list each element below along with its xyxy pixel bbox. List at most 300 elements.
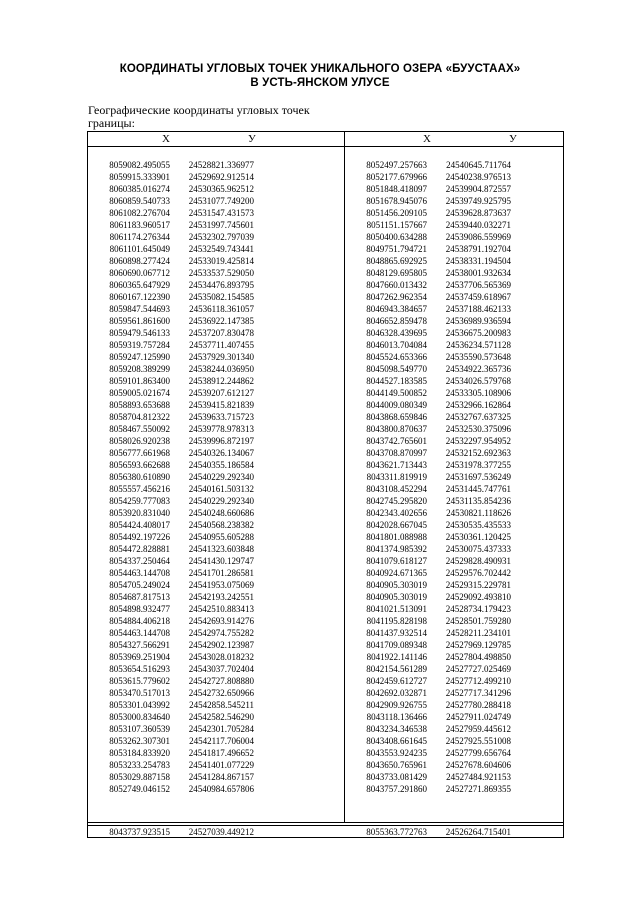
coord-x: 8043868.659846	[366, 412, 427, 422]
coord-y: 24532549.743441	[188, 244, 254, 254]
table-row	[88, 759, 254, 771]
coord-y: 24531135.854236	[446, 496, 511, 506]
table-row	[88, 339, 254, 351]
coord-x: 8043234.346538	[366, 724, 427, 734]
coord-x: 8041437.932514	[366, 628, 427, 638]
title-line-1: КООРДИНАТЫ УГЛОВЫХ ТОЧЕК УНИКАЛЬНОГО ОЗЕРА «БУУСТААХ»	[119, 63, 521, 75]
table-row	[345, 567, 511, 579]
coord-x: 8042154.561289	[366, 664, 427, 674]
footer-row-left	[88, 826, 254, 838]
coord-y: 24531697.536249	[445, 472, 511, 482]
coord-x: 8059082.495055	[109, 160, 170, 170]
header-left-y: У	[248, 133, 256, 145]
coord-y: 24539996.872197	[188, 436, 254, 446]
coord-y: 24534922.365736	[445, 364, 511, 374]
coord-y: 24527959.445612	[445, 724, 511, 734]
coord-y: 24531978.377255	[445, 460, 511, 470]
coord-x: 8042692.032871	[366, 688, 427, 698]
coord-y: 24543037.702404	[188, 664, 254, 674]
coord-y: 24535082.154585	[188, 292, 254, 302]
table-row	[88, 183, 254, 195]
table-row	[345, 771, 511, 783]
coord-y: 24538244.036950	[188, 364, 254, 374]
table-row	[88, 591, 254, 603]
coord-y: 24543028.018232	[188, 652, 254, 662]
coord-y: 24534476.893795	[188, 280, 254, 290]
table-row	[345, 159, 511, 171]
table-row	[345, 471, 511, 483]
table-row	[345, 231, 511, 243]
coord-x: 8043311.819919	[366, 472, 427, 482]
coord-x: 8058467.550092	[109, 424, 170, 434]
coord-y: 24527925.551008	[445, 736, 511, 746]
table-row	[345, 243, 511, 255]
coord-y: 24530535.435533	[445, 520, 511, 530]
coord-x: 8052749.046152	[109, 784, 170, 794]
table-row	[88, 207, 254, 219]
table-row	[345, 435, 511, 447]
subtitle-line-1: Географические координаты угловых точек	[88, 103, 310, 117]
coord-x: 8041801.088988	[366, 532, 427, 542]
coord-x: 8043742.765601	[366, 436, 427, 446]
coord-x: 8054705.249024	[109, 580, 170, 590]
coord-y: 24533537.529050	[188, 268, 254, 278]
coord-x: 8060898.277424	[109, 256, 170, 266]
coord-y: 24539415.821839	[188, 400, 254, 410]
coord-y: 24540645.711764	[446, 160, 511, 170]
coord-x: 8053654.516293	[109, 664, 170, 674]
table-row	[345, 255, 511, 267]
table-row	[88, 327, 254, 339]
table-row	[88, 315, 254, 327]
table-row	[88, 435, 254, 447]
coord-x: 8046328.439695	[366, 328, 427, 338]
coord-y: 24541430.129747	[188, 556, 254, 566]
coord-y: 24532302.797039	[188, 232, 254, 242]
coord-y: 24528501.759280	[445, 616, 511, 626]
coord-x: 8058026.920238	[109, 436, 170, 446]
table-row	[345, 339, 511, 351]
coord-y: 24542902.123987	[188, 640, 254, 650]
coord-x: 8059319.757284	[109, 340, 170, 350]
coord-x: 8052497.257663	[366, 160, 427, 170]
table-row	[88, 423, 254, 435]
coord-y: 24539749.925795	[445, 196, 511, 206]
coordinates-table	[87, 131, 564, 838]
subtitle-line-2: границы:	[88, 115, 135, 130]
coord-x: 8042028.667045	[366, 520, 427, 530]
coord-y: 24539904.872557	[445, 184, 511, 194]
table-row	[345, 603, 511, 615]
coord-x: 8058704.812322	[109, 412, 170, 422]
coord-x: 8043733.081429	[366, 772, 427, 782]
coord-x: 8054687.817513	[109, 592, 170, 602]
table-row	[345, 183, 511, 195]
coord-x: 8053107.360539	[109, 724, 170, 734]
table-row	[88, 675, 254, 687]
coord-y: 24536234.571128	[446, 340, 511, 350]
table-row	[345, 495, 511, 507]
coord-x: 8053000.834640	[109, 712, 170, 722]
table-row	[345, 327, 511, 339]
coord-x: 8048129.695805	[366, 268, 427, 278]
table-row	[345, 507, 511, 519]
table-row	[345, 375, 511, 387]
coord-y: 24540229.292340	[188, 496, 254, 506]
coord-x: 8040924.671365	[366, 568, 427, 578]
coord-y: 24540568.238382	[188, 520, 254, 530]
coord-x: 8061082.276704	[109, 208, 170, 218]
coord-x: 8043553.924235	[366, 748, 427, 758]
coord-y: 24531445.747761	[445, 484, 511, 494]
coord-x: 8046652.859478	[366, 316, 427, 326]
coord-y: 24533305.108906	[445, 388, 511, 398]
coord-x: 8054337.250464	[109, 556, 170, 566]
coord-x: 8051678.945076	[366, 196, 427, 206]
coord-y: 24528821.336977	[188, 160, 254, 170]
footer-left-x: 8043737.923515	[109, 827, 170, 837]
coord-y: 24527484.921153	[446, 772, 511, 782]
coord-y: 24531997.745601	[188, 220, 254, 230]
footer-right-x: 8055363.772763	[366, 827, 427, 837]
table-row	[88, 747, 254, 759]
table-row	[88, 267, 254, 279]
coord-x: 8053262.307301	[109, 736, 170, 746]
coord-y: 24541701.286581	[188, 568, 254, 578]
coord-x: 8055557.456216	[109, 484, 170, 494]
coord-x: 8043757.291860	[366, 784, 427, 794]
table-row	[88, 579, 254, 591]
coord-y: 24538791.192704	[445, 244, 511, 254]
coord-x: 8053029.887158	[109, 772, 170, 782]
coord-y: 24527712.499210	[445, 676, 511, 686]
coord-x: 8061183.960517	[109, 220, 170, 230]
coord-y: 24529092.493810	[445, 592, 511, 602]
table-row	[345, 399, 511, 411]
table-row	[88, 711, 254, 723]
table-row	[345, 699, 511, 711]
footer-right-y: 24526264.715401	[445, 827, 511, 837]
table-row	[345, 411, 511, 423]
table-row	[88, 783, 254, 795]
table-row	[88, 159, 254, 171]
coord-x: 8060859.540733	[109, 196, 170, 206]
left-column	[88, 159, 254, 795]
coord-x: 8058893.653688	[109, 400, 170, 410]
table-row	[345, 747, 511, 759]
table-row	[88, 651, 254, 663]
table-row	[345, 195, 511, 207]
table-row	[345, 591, 511, 603]
coord-x: 8059847.544693	[109, 304, 170, 314]
coord-y: 24529692.912514	[188, 172, 254, 182]
coord-x: 8059101.863400	[109, 376, 170, 386]
coord-y: 24536989.936594	[445, 316, 511, 326]
coord-y: 24527799.656764	[445, 748, 511, 758]
coord-y: 24537711.407455	[189, 340, 254, 350]
table-row	[88, 735, 254, 747]
coord-x: 8047660.013432	[366, 280, 427, 290]
coord-y: 24536922.147385	[188, 316, 254, 326]
coord-y: 24527911.024749	[446, 712, 511, 722]
coord-x: 8051848.418097	[366, 184, 427, 194]
footer-row-right	[345, 826, 511, 838]
table-row	[345, 639, 511, 651]
table-row	[88, 507, 254, 519]
coord-y: 24527717.341296	[445, 688, 511, 698]
coord-x: 8054424.408017	[109, 520, 170, 530]
coord-x: 8053301.043992	[109, 700, 170, 710]
coord-x: 8054472.828881	[109, 544, 170, 554]
coord-y: 24539633.715723	[188, 412, 254, 422]
coord-y: 24532152.692363	[445, 448, 511, 458]
coord-y: 24529576.702442	[445, 568, 511, 578]
table-row	[345, 531, 511, 543]
coord-y: 24535590.573648	[445, 352, 511, 362]
coord-x: 8044527.183585	[366, 376, 427, 386]
coord-x: 8053920.831040	[109, 508, 170, 518]
table-row	[345, 363, 511, 375]
table-row	[88, 387, 254, 399]
coord-y: 24527969.129785	[445, 640, 511, 650]
coord-y: 24536118.361057	[189, 304, 254, 314]
coord-x: 8060385.016274	[109, 184, 170, 194]
coord-y: 24539207.612127	[188, 388, 254, 398]
table-row	[88, 699, 254, 711]
coord-x: 8053184.833920	[109, 748, 170, 758]
coord-y: 24530821.118626	[446, 508, 511, 518]
coord-x: 8056593.662688	[109, 460, 170, 470]
coord-x: 8050400.634288	[366, 232, 427, 242]
coord-y: 24541817.496652	[188, 748, 254, 758]
table-row	[88, 255, 254, 267]
coord-x: 8059208.389299	[109, 364, 170, 374]
coord-x: 8059005.021674	[109, 388, 170, 398]
coord-x: 8049751.794721	[366, 244, 427, 254]
table-row	[88, 195, 254, 207]
coord-x: 8053233.254783	[109, 760, 170, 770]
table-row	[88, 567, 254, 579]
coord-y: 24527271.869355	[445, 784, 511, 794]
coord-y: 24542693.914276	[188, 616, 254, 626]
coord-y: 24532767.637325	[445, 412, 511, 422]
table-row	[88, 627, 254, 639]
coord-x: 8052177.679966	[366, 172, 427, 182]
coord-y: 24542193.242551	[188, 592, 254, 602]
table-row	[88, 639, 254, 651]
coord-y: 24541953.075069	[188, 580, 254, 590]
table-row	[345, 711, 511, 723]
coord-x: 8041709.089348	[366, 640, 427, 650]
table-row	[345, 219, 511, 231]
coord-y: 24542727.808880	[188, 676, 254, 686]
table-row	[88, 375, 254, 387]
table-row	[345, 303, 511, 315]
coord-x: 8046013.704084	[366, 340, 427, 350]
coord-y: 24542858.545211	[189, 700, 254, 710]
table-row	[88, 363, 254, 375]
table-row	[345, 723, 511, 735]
coord-y: 24537188.462133	[445, 304, 511, 314]
coord-x: 8051456.209105	[366, 208, 427, 218]
coord-y: 24531547.431573	[188, 208, 254, 218]
coord-x: 8043708.870997	[366, 448, 427, 458]
coord-x: 8041922.141146	[366, 652, 427, 662]
coord-x: 8059247.125990	[109, 352, 170, 362]
table-row	[88, 171, 254, 183]
coord-y: 24541284.867157	[188, 772, 254, 782]
coord-y: 24529315.229781	[445, 580, 511, 590]
table-row	[345, 663, 511, 675]
document-title	[0, 62, 640, 90]
right-column	[345, 159, 511, 795]
coord-x: 8054898.932477	[109, 604, 170, 614]
header-left-x: Х	[162, 133, 170, 145]
coord-y: 24538912.244862	[188, 376, 254, 386]
table-row	[345, 423, 511, 435]
coord-x: 8059479.546133	[109, 328, 170, 338]
table-row	[88, 519, 254, 531]
coord-y: 24542117.706004	[189, 736, 254, 746]
coord-x: 8054463.144708	[109, 568, 170, 578]
table-row	[88, 483, 254, 495]
header-right-y: У	[509, 133, 517, 145]
table-row	[88, 243, 254, 255]
table-row	[345, 687, 511, 699]
coord-y: 24541323.603848	[188, 544, 254, 554]
table-row	[88, 303, 254, 315]
coord-y: 24534026.579768	[445, 376, 511, 386]
coord-x: 8042343.402656	[366, 508, 427, 518]
table-row	[88, 543, 254, 555]
table-row	[345, 759, 511, 771]
coord-y: 24532297.954952	[445, 436, 511, 446]
coord-x: 8048865.692925	[366, 256, 427, 266]
title-line-2: В УСТЬ-ЯНСКОМ УЛУСЕ	[250, 77, 390, 89]
table-row	[345, 783, 511, 795]
coord-y: 24537706.565369	[445, 280, 511, 290]
coord-y: 24539086.559969	[445, 232, 511, 242]
table-row	[345, 675, 511, 687]
table-row	[345, 627, 511, 639]
table-row	[88, 603, 254, 615]
coord-y: 24527678.604606	[445, 760, 511, 770]
coord-x: 8053969.251904	[109, 652, 170, 662]
coord-y: 24537929.301340	[188, 352, 254, 362]
table-row	[88, 615, 254, 627]
coord-x: 8043800.870637	[366, 424, 427, 434]
coord-y: 24538331.194504	[445, 256, 511, 266]
coord-x: 8043408.661645	[366, 736, 427, 746]
coord-x: 8045098.549770	[366, 364, 427, 374]
coord-y: 24541401.077229	[188, 760, 254, 770]
table-row	[88, 531, 254, 543]
coord-x: 8056777.661968	[109, 448, 170, 458]
coord-x: 8043650.765961	[366, 760, 427, 770]
coord-x: 8043118.136466	[366, 712, 427, 722]
coord-y: 24530365.962512	[188, 184, 254, 194]
table-row	[345, 543, 511, 555]
coord-y: 24527727.025469	[445, 664, 511, 674]
coord-x: 8041374.985392	[366, 544, 427, 554]
coord-y: 24537207.830478	[188, 328, 254, 338]
table-row	[88, 291, 254, 303]
coord-x: 8054259.777083	[109, 496, 170, 506]
coord-x: 8051151.157667	[366, 220, 427, 230]
coord-x: 8061174.276344	[109, 232, 170, 242]
coord-y: 24540161.503132	[188, 484, 254, 494]
table-row	[88, 351, 254, 363]
coord-y: 24532530.375096	[445, 424, 511, 434]
coord-x: 8041079.618127	[366, 556, 427, 566]
coord-y: 24538001.932634	[445, 268, 511, 278]
coord-x: 8043621.713443	[366, 460, 427, 470]
table-row	[88, 447, 254, 459]
table-row	[345, 555, 511, 567]
coord-y: 24537459.618967	[445, 292, 511, 302]
header-right-x: Х	[423, 133, 431, 145]
coord-x: 8045524.653366	[366, 352, 427, 362]
table-row	[345, 279, 511, 291]
table-row	[345, 483, 511, 495]
table-row	[345, 267, 511, 279]
table-row	[88, 399, 254, 411]
table-row	[88, 555, 254, 567]
coord-y: 24542974.755282	[188, 628, 254, 638]
table-row	[88, 411, 254, 423]
table-row	[345, 291, 511, 303]
coord-y: 24528734.179423	[445, 604, 511, 614]
coord-y: 24527804.498850	[445, 652, 511, 662]
table-row	[345, 519, 511, 531]
table-row	[345, 615, 511, 627]
footer-left-y: 24527039.449212	[188, 827, 254, 837]
table-row	[88, 279, 254, 291]
coord-y: 24542301.705284	[188, 724, 254, 734]
coord-x: 8046943.384657	[366, 304, 427, 314]
coord-x: 8042745.295820	[366, 496, 427, 506]
coord-x: 8059915.333901	[109, 172, 170, 182]
table-row	[345, 447, 511, 459]
coord-x: 8044149.500852	[366, 388, 427, 398]
coord-x: 8059561.861600	[109, 316, 170, 326]
coord-x: 8040905.303019	[366, 592, 427, 602]
coord-y: 24542732.650966	[188, 688, 254, 698]
table-row	[88, 687, 254, 699]
coord-x: 8054492.197226	[109, 532, 170, 542]
coord-y: 24540326.134067	[188, 448, 254, 458]
coord-y: 24527780.288418	[445, 700, 511, 710]
table-row	[345, 579, 511, 591]
table-row	[88, 495, 254, 507]
coord-x: 8042459.612727	[366, 676, 427, 686]
coord-y: 24540984.657806	[188, 784, 254, 794]
coord-y: 24539628.873637	[445, 208, 511, 218]
table-row	[345, 459, 511, 471]
table-header	[88, 132, 563, 147]
coord-x: 8053615.779602	[109, 676, 170, 686]
coord-y: 24540248.660686	[188, 508, 254, 518]
table-row	[345, 735, 511, 747]
coord-x: 8041021.513091	[366, 604, 427, 614]
table-row	[88, 471, 254, 483]
coord-x: 8060167.122390	[109, 292, 170, 302]
coord-y: 24539778.978313	[188, 424, 254, 434]
coord-y: 24539440.032271	[445, 220, 511, 230]
table-row	[88, 663, 254, 675]
coord-y: 24542582.546290	[188, 712, 254, 722]
coord-x: 8053470.517013	[109, 688, 170, 698]
